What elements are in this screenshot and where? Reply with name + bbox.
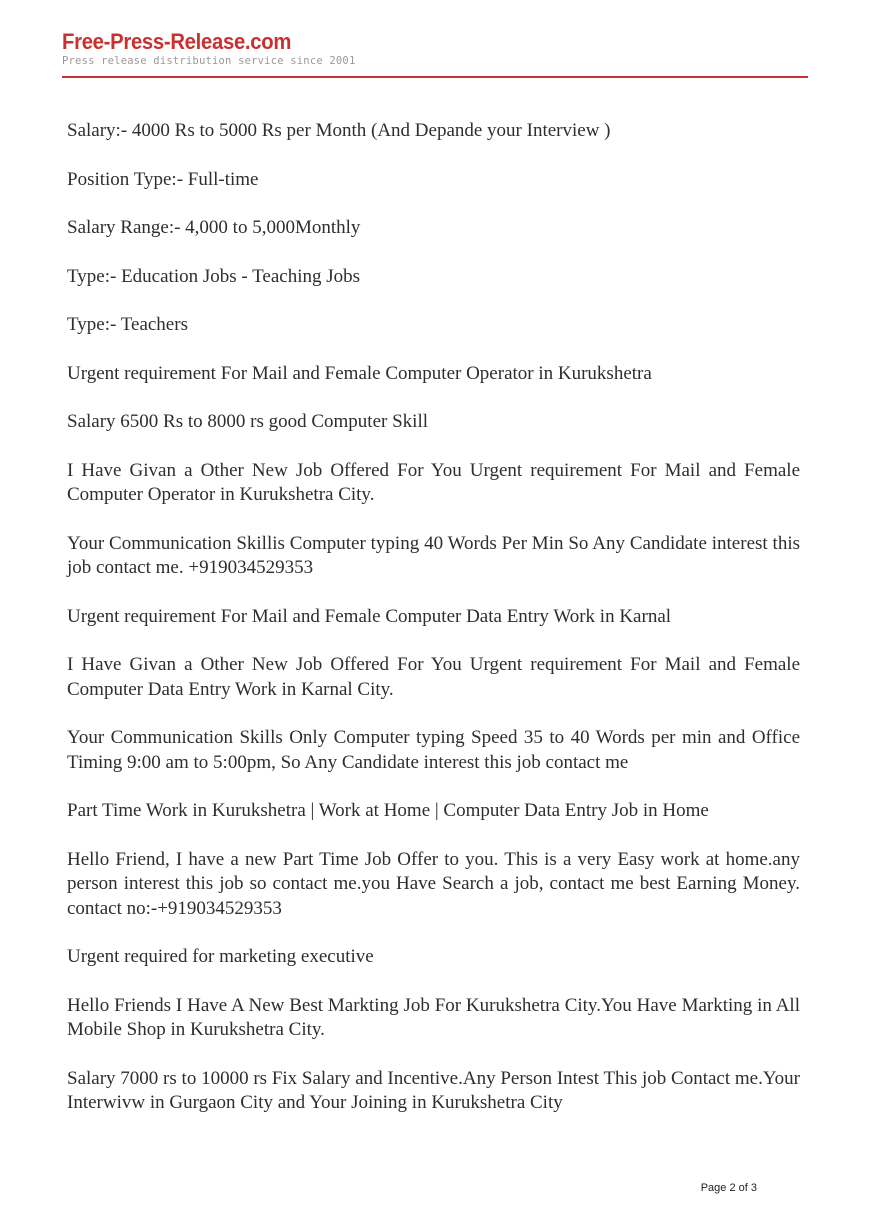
paragraph: Position Type:- Full-time [67, 168, 259, 190]
paragraph: Type:- Education Jobs - Teaching Jobs [67, 265, 361, 287]
paragraph: Urgent requirement For Mail and Female Computer Operator in Kurukshetra [67, 362, 652, 384]
paragraph: Hello Friend, I have a new Part Time Job Offer to you. This is a very Easy work at home.any person interest this job so contact me.you Have Search a job, contact me best Earning Money. contact no:-+919034529353 [67, 848, 800, 919]
paragraph: Urgent requirement For Mail and Female Computer Data Entry Work in Karnal [67, 605, 672, 627]
paragraph: Part Time Work in Kurukshetra | Work at Home | Computer Data Entry Job in Home [67, 800, 709, 821]
paragraph: I Have Givan a Other New Job Offered For You Urgent requirement For Mail and Female Computer Operator in Kurukshetra City. [67, 459, 800, 505]
paragraph: Type:- Teachers [67, 314, 188, 335]
document-body [67, 119, 800, 1140]
paragraph: Urgent required for marketing executive [67, 946, 374, 967]
paragraph: Your Communication Skills Only Computer typing Speed 35 to 40 Words per min and Office Timing 9:00 am to 5:00pm, So Any Candidate interest this job contact me [67, 727, 800, 773]
paragraph: I Have Givan a Other New Job Offered For You Urgent requirement For Mail and Female Computer Data Entry Work in Karnal City. [67, 654, 800, 700]
paragraph: Salary:- 4000 Rs to 5000 Rs per Month (And Depande your Interview ) [67, 120, 611, 141]
page-number: Page 2 of 3 [700, 1182, 757, 1194]
paragraph: Hello Friends I Have A New Best Markting Job For Kurukshetra City.You Have Markting in All Mobile Shop in Kurukshetra City. [67, 994, 800, 1040]
header-divider [62, 76, 808, 78]
page-header [62, 30, 808, 67]
paragraph: Salary 6500 Rs to 8000 rs good Computer Skill [67, 411, 428, 432]
brand-tagline: Press release distribution service since 2001 [62, 55, 356, 67]
brand-logo-text[interactable]: Free-Press-Release.com [62, 29, 292, 54]
paragraph: Salary 7000 rs to 10000 rs Fix Salary and Incentive.Any Person Intest This job Contact me.Your Interwivw in Gurgaon City and Your Joining in Kurukshetra City [67, 1067, 800, 1113]
paragraph: Your Communication Skillis Computer typing 40 Words Per Min So Any Candidate interest this job contact me. +919034529353 [67, 532, 800, 578]
paragraph: Salary Range:- 4,000 to 5,000Monthly [67, 217, 361, 238]
